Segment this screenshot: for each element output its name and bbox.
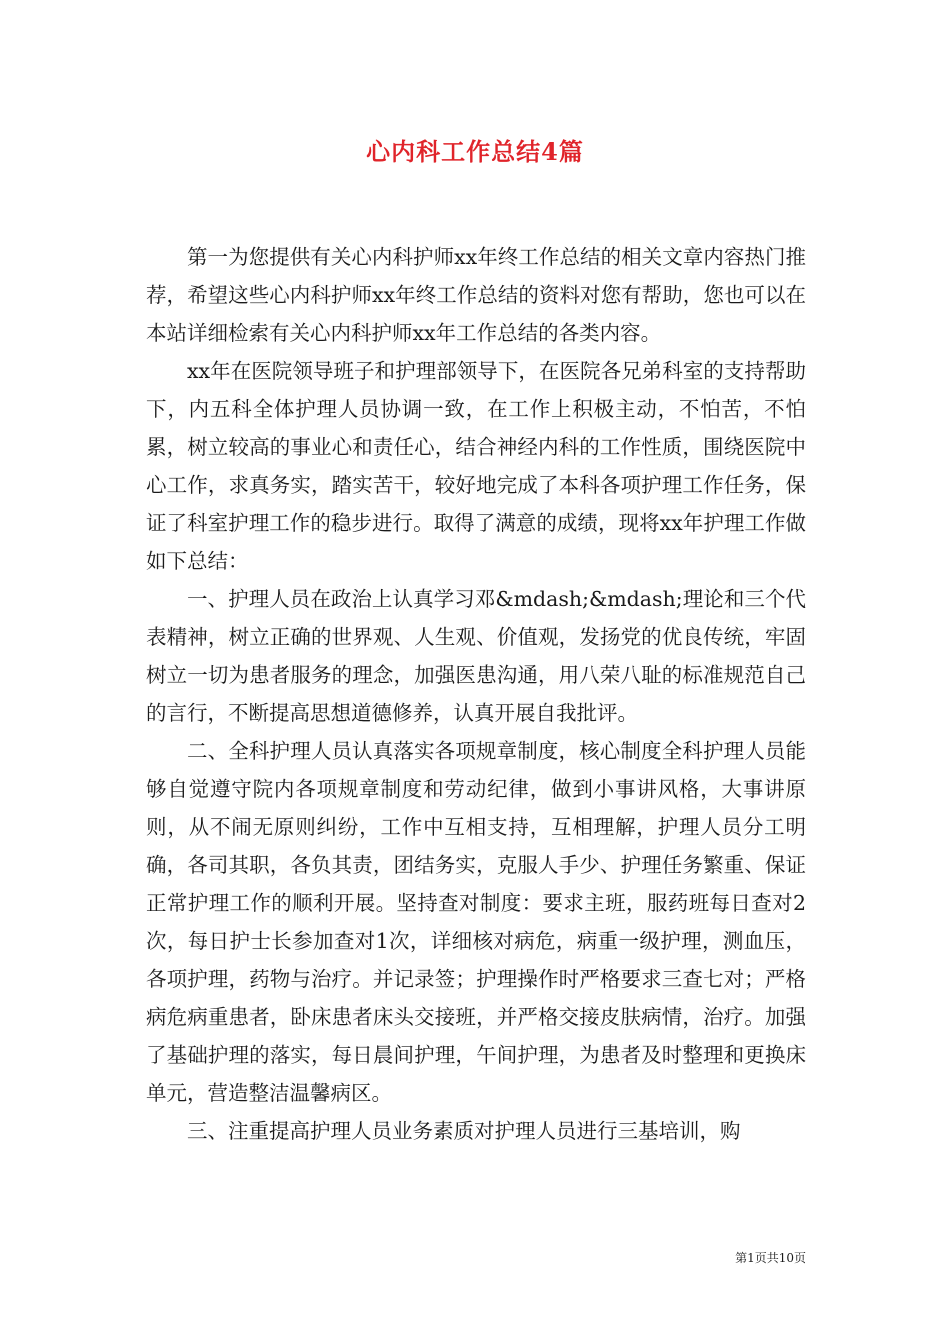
paragraph-section-2: 二、全科护理人员认真落实各项规章制度，核心制度全科护理人员能够自觉遵守院内各项规章制度和劳动纪律，做到小事讲风格，大事讲原则，从不闹无原则纠纷，工作中互相支持，互相理解，护理人员分工明确，各司其职，各负其责，团结务实，克服人手少、护理任务繁重、保证正常护理工作的顺利开展。坚持查对制度：要求主班，服药班每日查对2次，每日护士长参加查对1次，详细核对病危，病重一级护理，测血压，各项护理，药物与治疗。并记录签；护理操作时严格要求三查七对；严格病危病重患者，卧床患者床头交接班，并严格交接皮肤病情，治疗。加强了基础护理的落实，每日晨间护理，午间护理，为患者及时整理和更换床单元，营造整洁温馨病区。 [146,739,806,1105]
page-number-footer: 第1页共10页 [735,1251,806,1265]
paragraph-intro: 第一为您提供有关心内科护师xx年终工作总结的相关文章内容热门推荐，希望这些心内科护师xx年终工作总结的资料对您有帮助，您也可以在本站详细检索有关心内科护师xx年工作总结的各类内容。 [146,245,806,345]
paragraph-overview: xx年在医院领导班子和护理部领导下，在医院各兄弟科室的支持帮助下，内五科全体护理人员协调一致，在工作上积极主动，不怕苦，不怕累，树立较高的事业心和责任心，结合神经内科的工作性质，围绕医院中心工作，求真务实，踏实苦干，较好地完成了本科各项护理工作任务，保证了科室护理工作的稳步进行。取得了满意的成绩，现将xx年护理工作做如下总结： [146,359,806,573]
document-body [146,238,806,1150]
document-title: 心内科工作总结4篇 [366,137,584,166]
paragraph-section-1: 一、护理人员在政治上认真学习邓&mdash;&mdash;理论和三个代表精神，树立正确的世界观、人生观、价值观，发扬党的优良传统，牢固树立一切为患者服务的理念，加强医患沟通，用八荣八耻的标准规范自己的言行，不断提高思想道德修养，认真开展自我批评。 [146,587,806,725]
paragraph-section-3: 三、注重提高护理人员业务素质对护理人员进行三基培训，购 [187,1119,741,1143]
